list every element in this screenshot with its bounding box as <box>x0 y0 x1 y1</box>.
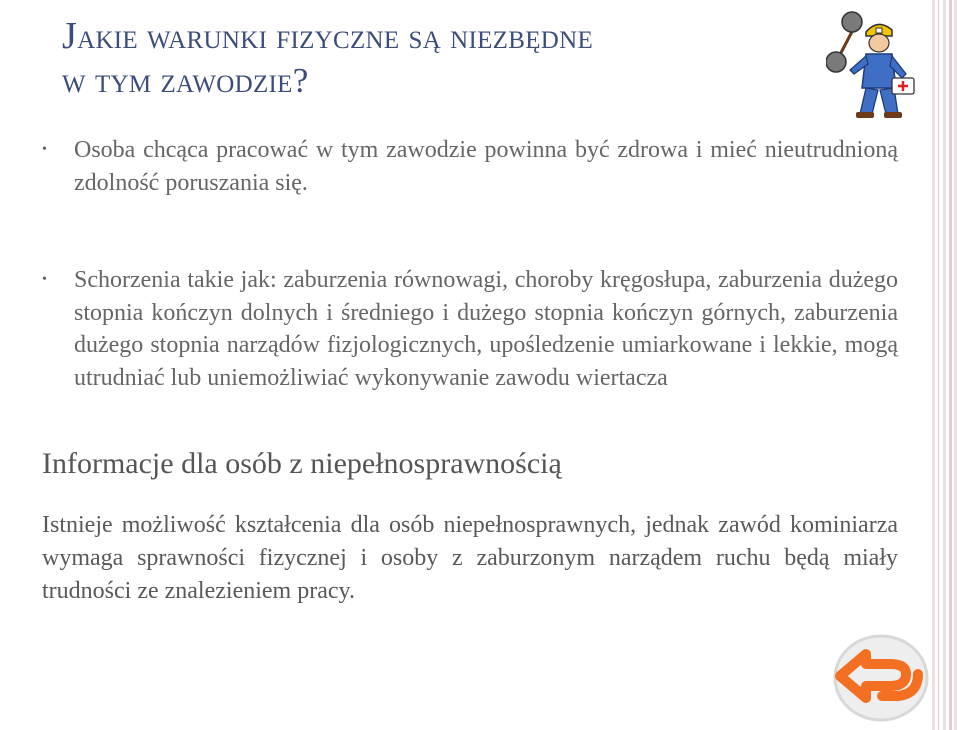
bullet-marker: • <box>42 142 47 157</box>
section-heading: Informacje dla osób z niepełnosprawnością <box>42 447 562 480</box>
title-line-1: akie warunki fizyczne są niezbędne <box>77 17 594 56</box>
bullet-text: Schorzenia takie jak: zaburzenia równowagi, choroby kręgosłupa, zaburzenia dużego stopnia kończyn dolnych i średniego i dużego stopnia kończyn górnych, zaburzenia dużego stopnia narządów fizjologicznych, upośledzenie umiarkowane i lekkie, mogą utrudniać lub uniemożliwiać wykonywanie zawodu wiertacza <box>74 267 898 391</box>
decorative-side-stripe <box>932 0 960 730</box>
miner-with-pickaxe-icon <box>826 10 918 122</box>
decorative-stripe-edge <box>950 0 952 730</box>
title-line-2: w tym zawodzie? <box>62 61 309 100</box>
slide-title <box>62 14 822 103</box>
bullet-item-disorders <box>42 264 898 394</box>
disability-paragraph: Istnieje możliwość kształcenia dla osób niepełnosprawnych, jednak zawód kominiarza wymaga sprawności fizycznej i osoby z zaburzonym narządem ruchu będą miały trudności ze znalezieniem pracy. <box>42 512 898 604</box>
bullet-list <box>42 134 898 394</box>
bullet-marker: • <box>42 272 47 287</box>
bullet-text: Osoba chcąca pracować w tym zawodzie powinna być zdrowa i mieć nieutrudnioną zdolność poruszania się. <box>74 137 898 196</box>
title-initial: J <box>62 15 78 57</box>
bullet-item-health <box>42 134 898 199</box>
back-arrow-icon[interactable] <box>826 628 932 724</box>
